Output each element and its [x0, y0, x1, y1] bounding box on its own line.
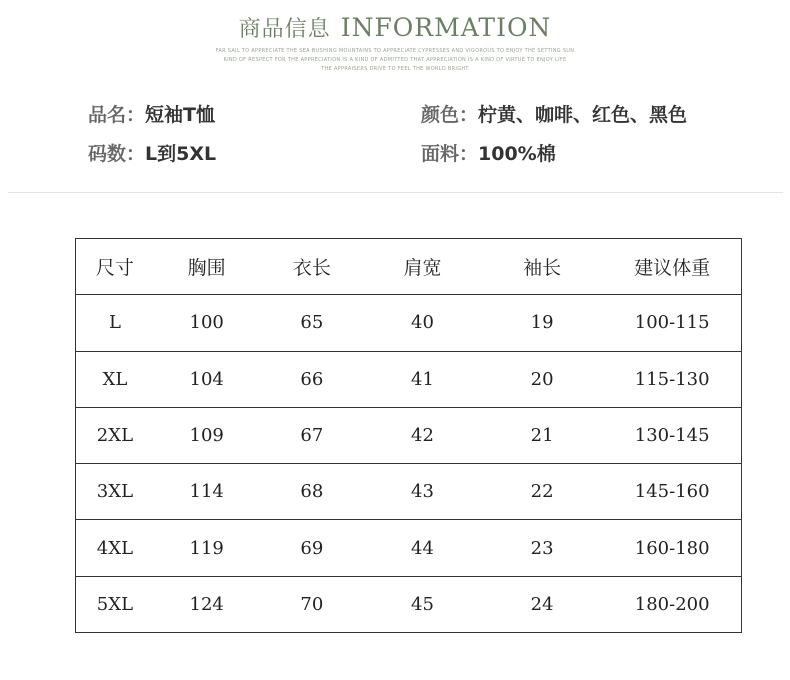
cell-chest: 100: [154, 295, 260, 351]
cell-chest: 114: [154, 464, 260, 520]
cell-length: 69: [260, 520, 365, 576]
cell-length: 67: [260, 407, 365, 463]
product-name-value: 短袖T恤: [145, 104, 215, 126]
cell-length: 65: [260, 295, 365, 351]
table-header-row: [76, 239, 742, 295]
cell-length: 70: [260, 576, 365, 632]
cell-chest: 119: [154, 520, 260, 576]
size-chart-table: [75, 238, 742, 633]
product-fabric-value: 100%棉: [478, 143, 556, 165]
cell-size: XL: [76, 351, 154, 407]
section-divider: [8, 192, 783, 193]
cell-weight: 180-200: [603, 576, 741, 632]
product-name-label: 品名：: [88, 104, 146, 126]
table-row: [76, 520, 742, 576]
table-row: [76, 351, 742, 407]
cell-weight: 130-145: [603, 407, 741, 463]
subtext-line: THE APPRAISERS DRIVE TO FEEL THE WORLD BRIGHT: [321, 66, 469, 72]
product-fabric-label: 面料：: [421, 143, 479, 165]
cell-length: 66: [260, 351, 365, 407]
cell-weight: 100-115: [603, 295, 741, 351]
column-header-length: 衣长: [260, 239, 365, 295]
cell-shoulder: 43: [364, 464, 481, 520]
cell-chest: 109: [154, 407, 260, 463]
product-fabric: [421, 139, 556, 166]
cell-size: 3XL: [76, 464, 154, 520]
cell-sleeve: 20: [481, 351, 604, 407]
cell-sleeve: 21: [481, 407, 604, 463]
cell-weight: 145-160: [603, 464, 741, 520]
cell-size: 2XL: [76, 407, 154, 463]
cell-chest: 104: [154, 351, 260, 407]
cell-size: 4XL: [76, 520, 154, 576]
cell-shoulder: 42: [364, 407, 481, 463]
table-row: [76, 576, 742, 632]
table-row: [76, 464, 742, 520]
table-row: [76, 407, 742, 463]
cell-sleeve: 22: [481, 464, 604, 520]
cell-shoulder: 45: [364, 576, 481, 632]
header-title: [0, 12, 790, 43]
column-header-shoulder: 肩宽: [364, 239, 481, 295]
cell-size: L: [76, 295, 154, 351]
product-name: [88, 100, 215, 127]
product-size-value: L到5XL: [145, 143, 217, 165]
cell-sleeve: 24: [481, 576, 604, 632]
product-color-value: 柠黄、咖啡、红色、黑色: [478, 104, 688, 126]
cell-sleeve: 23: [481, 520, 604, 576]
cell-weight: 160-180: [603, 520, 741, 576]
cell-shoulder: 44: [364, 520, 481, 576]
column-header-size: 尺寸: [76, 239, 154, 295]
info-header: [0, 12, 790, 74]
cell-shoulder: 41: [364, 351, 481, 407]
header-subtext: [0, 47, 790, 74]
product-size: [88, 139, 216, 166]
table-row: [76, 295, 742, 351]
product-size-label: 码数：: [88, 143, 146, 165]
cell-size: 5XL: [76, 576, 154, 632]
product-color: [421, 100, 687, 127]
title-english: INFORMATION: [340, 13, 552, 42]
cell-shoulder: 40: [364, 295, 481, 351]
product-info: [0, 96, 790, 176]
product-color-label: 颜色：: [421, 104, 479, 126]
cell-sleeve: 19: [481, 295, 604, 351]
column-header-weight: 建议体重: [603, 239, 741, 295]
column-header-sleeve: 袖长: [481, 239, 604, 295]
cell-length: 68: [260, 464, 365, 520]
subtext-line: FAR SAIL TO APPRECIATE THE SEA BUSHING MOUNTAINS TO APPRECIATE CYPRESSES AND VIGOROUS TO ENJOY THE SETTING SUN: [215, 48, 575, 54]
column-header-chest: 胸围: [154, 239, 260, 295]
title-chinese: 商品信息: [238, 17, 331, 42]
cell-chest: 124: [154, 576, 260, 632]
subtext-line: KIND OF RESPECT FOR THE APPRECIATION IS A KIND OF ADMITTED THAT APPRECIATION IS A KIND OF VIRTUE TO ENJOY LIFE: [223, 57, 567, 63]
cell-weight: 115-130: [603, 351, 741, 407]
